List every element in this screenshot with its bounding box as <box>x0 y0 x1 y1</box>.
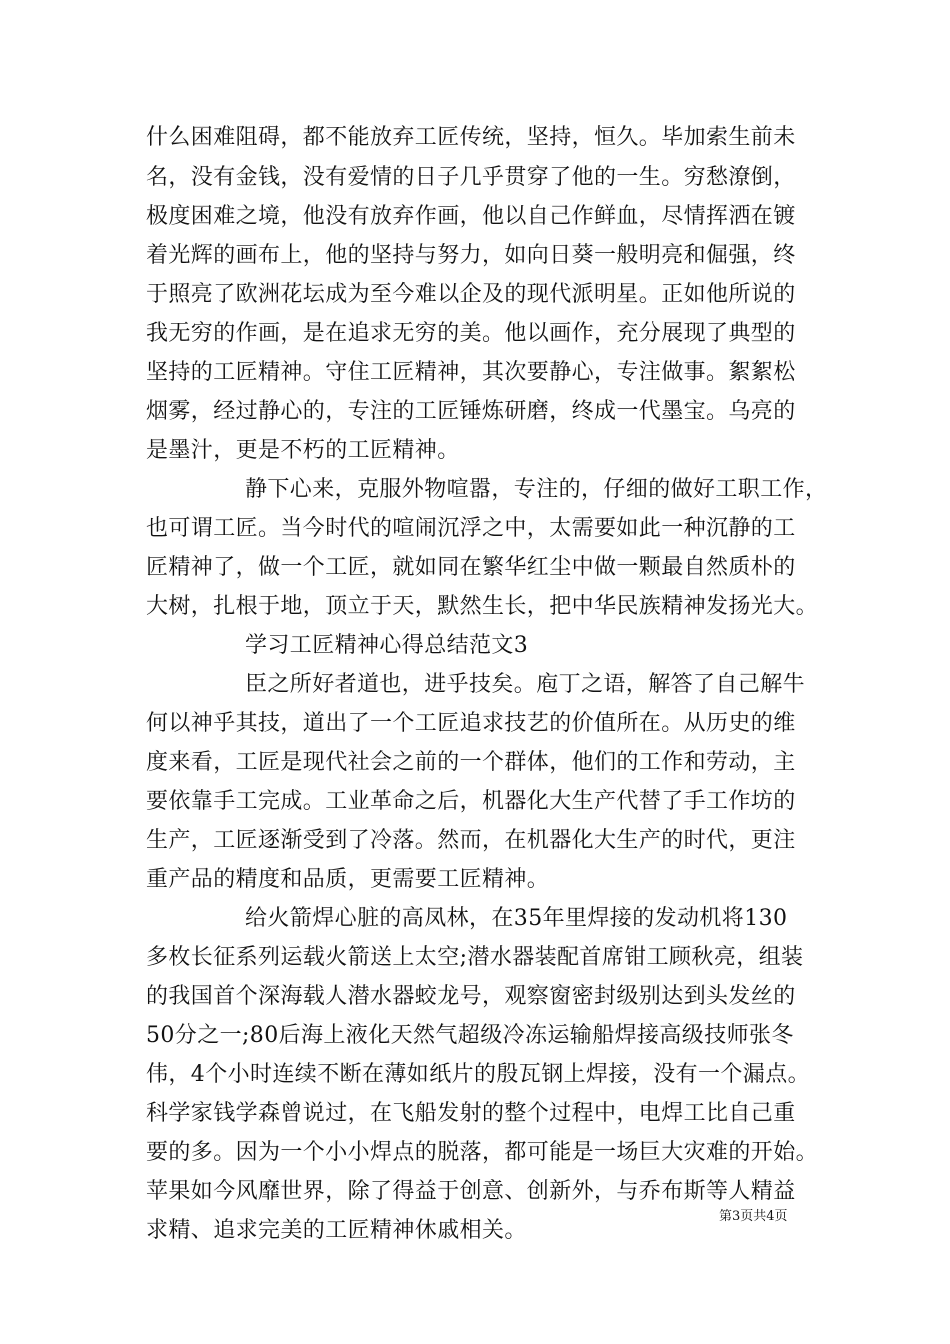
page-number-footer: 第3页共4页 <box>719 1209 788 1224</box>
text-line: 也可谓工匠。当今时代的喧闹沉浮之中，太需要如此一种沉静的工 <box>146 516 796 541</box>
text-line: 多枚长征系列运载火箭送上太空;潜水器装配首席钳工顾秋亮，组装 <box>146 945 804 970</box>
text-line: 要的多。因为一个小小焊点的脱落，都可能是一场巨大灾难的开始。 <box>146 1140 819 1165</box>
text-line: 于照亮了欧洲花坛成为至今难以企及的现代派明星。正如他所说的 <box>146 282 796 307</box>
text-line: 我无穷的作画，是在追求无穷的美。他以画作，充分展现了典型的 <box>146 321 796 346</box>
text-line: 的我国首个深海载人潜水器蛟龙号，观察窗密封级别达到头发丝的 <box>146 984 796 1009</box>
text-line: 科学家钱学森曾说过，在飞船发射的整个过程中，电焊工比自己重 <box>146 1101 796 1126</box>
text-line: 要依靠手工完成。工业革命之后，机器化大生产代替了手工作坊的 <box>146 789 796 814</box>
text-line: 大树，扎根于地，顶立于天，默然生长，把中华民族精神发扬光大。 <box>146 594 819 619</box>
text-line: 伟，4个小时连续不断在薄如纸片的殷瓦钢上焊接，没有一个漏点。 <box>146 1062 810 1087</box>
text-line: 苹果如今风靡世界，除了得益于创意、创新外，与乔布斯等人精益 <box>146 1179 796 1204</box>
text-line: 50分之一;80后海上液化天然气超级冷冻运输船焊接高级技师张冬 <box>146 1023 794 1048</box>
text-line: 极度困难之境，他没有放弃作画，他以自己作鲜血，尽情挥洒在镀 <box>146 204 796 229</box>
text-line: 匠精神了，做一个工匠，就如同在繁华红尘中做一颗最自然质朴的 <box>146 555 796 580</box>
section-heading: 学习工匠精神心得总结范文3 <box>245 633 529 658</box>
text-line: 度来看，工匠是现代社会之前的一个群体，他们的工作和劳动，主 <box>146 750 796 775</box>
text-line: 坚持的工匠精神。守住工匠精神，其次要静心，专注做事。絮絮松 <box>146 360 796 385</box>
text-line: 烟雾，经过静心的，专注的工匠锤炼研磨，终成一代墨宝。乌亮的 <box>146 399 796 424</box>
text-line: 求精、追求完美的工匠精神休戚相关。 <box>146 1218 527 1243</box>
text-line: 什么困难阻碍，都不能放弃工匠传统，坚持，恒久。毕加索生前未 <box>146 125 796 150</box>
text-line: 静下心来，克服外物喧嚣，专注的，仔细的做好工职工作， <box>245 477 828 502</box>
text-line: 生产，工匠逐渐受到了冷落。然而，在机器化大生产的时代，更注 <box>146 828 796 853</box>
text-line: 是墨汁，更是不朽的工匠精神。 <box>146 438 460 463</box>
text-line: 着光辉的画布上，他的坚持与努力，如向日葵一般明亮和倔强，终 <box>146 243 796 268</box>
text-line: 重产品的精度和品质，更需要工匠精神。 <box>146 867 550 892</box>
text-line: 给火箭焊心脏的高凤林，在35年里焊接的发动机将130 <box>245 906 788 931</box>
text-line: 名，没有金钱，没有爱情的日子几乎贯穿了他的一生。穷愁潦倒， <box>146 165 796 190</box>
text-line: 何以神乎其技，道出了一个工匠追求技艺的价值所在。从历史的维 <box>146 711 796 736</box>
text-line: 臣之所好者道也，进乎技矣。庖丁之语，解答了自己解牛 <box>245 672 806 697</box>
